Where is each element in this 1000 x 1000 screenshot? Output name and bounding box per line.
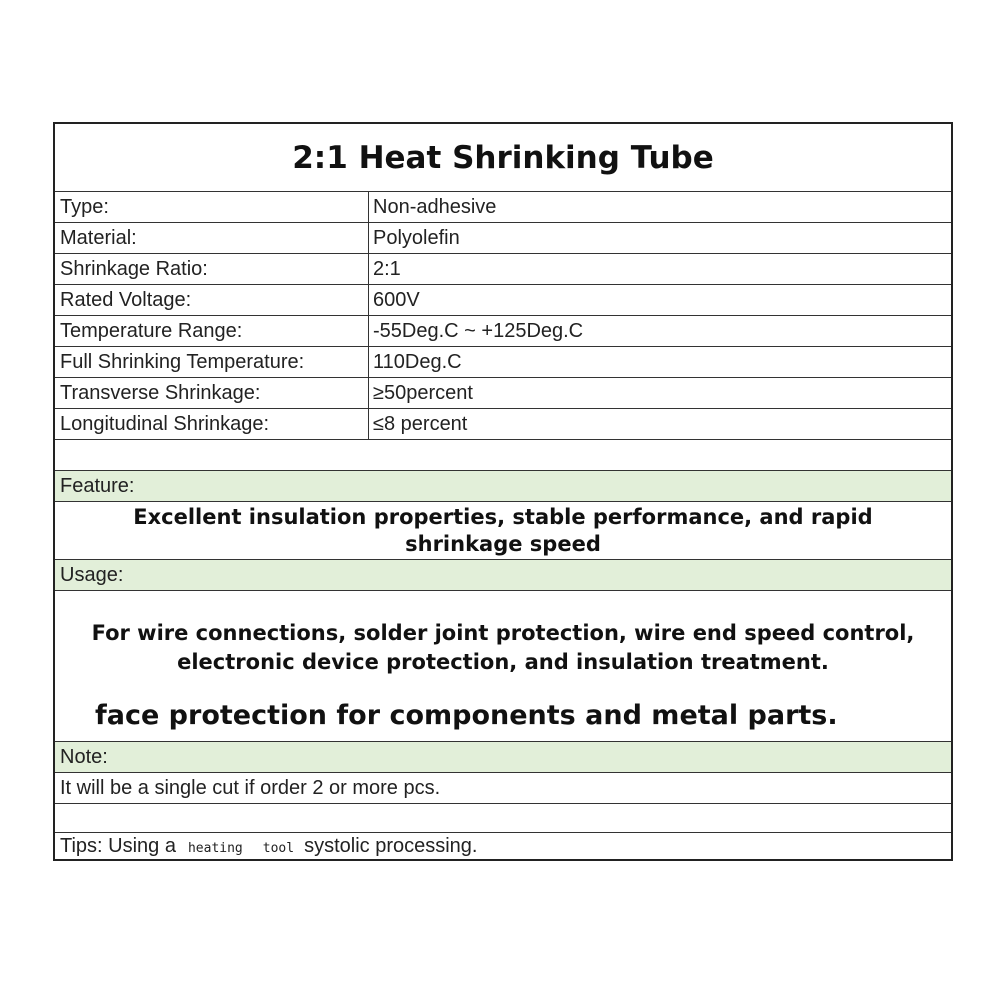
feature-label: Feature:	[55, 471, 951, 502]
feature-body	[55, 502, 951, 560]
spec-value: ≤8 percent	[373, 412, 468, 435]
spec-row-temperature-range	[55, 316, 951, 347]
tips-word-tool: tool	[262, 840, 295, 856]
spec-key: Transverse Shrinkage:	[60, 381, 261, 404]
spec-row-type	[55, 192, 951, 223]
note-text: It will be a single cut if order 2 or more pcs.	[55, 773, 951, 804]
tips-prefix: Tips: Using a	[60, 834, 176, 857]
tips-word-heating: heating	[187, 840, 243, 856]
spec-value: Non-adhesive	[373, 195, 497, 218]
spec-value: -55Deg.C ~ +125Deg.C	[373, 319, 584, 342]
usage-label: Usage:	[55, 560, 951, 591]
spec-key: Rated Voltage:	[60, 288, 192, 311]
spec-row-shrinkage-ratio	[55, 254, 951, 285]
usage-line-2: electronic device protection, and insulation treatment.	[177, 650, 829, 674]
spec-row-transverse-shrinkage	[55, 378, 951, 409]
usage-line-3: face protection for components and metal parts.	[95, 700, 838, 731]
spec-key: Material:	[60, 226, 137, 249]
spec-row-full-shrinking-temperature	[55, 347, 951, 378]
spec-row-longitudinal-shrinkage	[55, 409, 951, 440]
spec-key: Shrinkage Ratio:	[60, 257, 208, 280]
spec-value: 600V	[373, 288, 420, 311]
feature-line-1: Excellent insulation properties, stable performance, and rapid	[133, 505, 873, 529]
note-label: Note:	[55, 742, 951, 773]
spec-value: 110Deg.C	[373, 350, 462, 373]
spec-key: Full Shrinking Temperature:	[60, 350, 305, 373]
spec-row-material	[55, 223, 951, 254]
feature-line-2: shrinkage speed	[405, 532, 601, 556]
tips-suffix: systolic processing.	[304, 834, 478, 857]
spec-row-rated-voltage	[55, 285, 951, 316]
tips-row	[55, 833, 951, 859]
usage-body	[55, 591, 951, 742]
blank-row	[55, 440, 951, 471]
blank-row	[55, 804, 951, 833]
sheet-title: 2:1 Heat Shrinking Tube	[55, 124, 951, 192]
spec-value: ≥50percent	[373, 381, 473, 404]
spec-value: 2:1	[373, 257, 401, 280]
spec-sheet	[53, 122, 953, 861]
spec-key: Temperature Range:	[60, 319, 243, 342]
spec-value: Polyolefin	[373, 226, 460, 249]
spec-key: Type:	[60, 195, 109, 218]
usage-line-1: For wire connections, solder joint protection, wire end speed control,	[91, 621, 915, 645]
spec-key: Longitudinal Shrinkage:	[60, 412, 270, 435]
